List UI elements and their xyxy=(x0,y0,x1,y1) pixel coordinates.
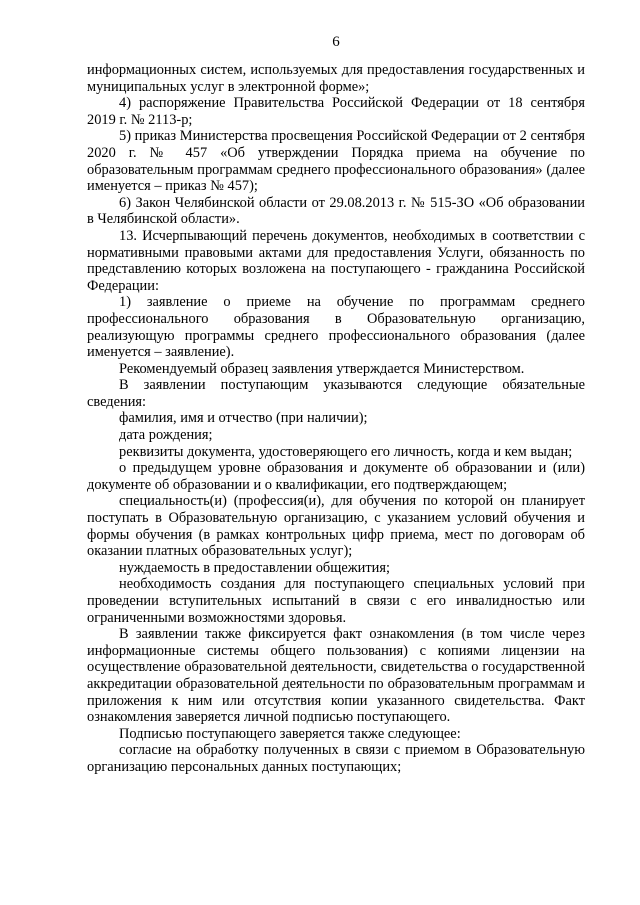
paragraph: нуждаемость в предоставлении общежития; xyxy=(119,559,390,576)
paragraph: Рекомендуемый образец заявления утверждается Министерством. xyxy=(119,360,525,377)
paragraph: 5) приказ Министерства просвещения Российской Федерации от 2 сентября 2020 г. № 457 «Об утверждении Порядка приема на обучение по образовательным программам среднего профессионального образования» (далее именуется – приказ № 457); xyxy=(87,128,585,195)
paragraph: 1) заявление о приеме на обучение по программам среднего профессионального образования в Образовательную организацию, реализующую программы среднего профессионального образования (далее именуется – заявление). xyxy=(87,294,585,361)
paragraph: специальность(и) (профессия(и), для обучения по которой он планирует поступать в Образовательную организацию, с указанием условий обучения и формы обучения (в рамках контрольных цифр приема, мест по договорам об оказании платных образовательных услуг); xyxy=(87,493,585,560)
paragraph: необходимость создания для поступающего специальных условий при проведении вступительных испытаний в связи с его инвалидностью или ограниченными возможностями здоровья. xyxy=(87,576,585,626)
page-number: 6 xyxy=(332,34,340,50)
paragraph: В заявлении также фиксируется факт ознакомления (в том числе через информационные системы общего пользования) с копиями лицензии на осуществление образовательной деятельности, свидетельства о государственной аккредитации образовательной деятельности по образовательным программам и приложения к ним или отсутствия копии указанного свидетельства. Факт ознакомления заверяется личной подписью поступающего. xyxy=(87,626,585,726)
document-body xyxy=(87,62,585,776)
paragraph: о предыдущем уровне образования и документе об образовании и (или) документе об образовании и о квалификации, его подтверждающем; xyxy=(87,460,585,493)
paragraph: 13. Исчерпывающий перечень документов, необходимых в соответствии с нормативными правовыми актами для предоставления Услуги, обязанность по представлению которых возложена на поступающего - гражданина Российской Федерации: xyxy=(87,227,585,294)
paragraph: В заявлении поступающим указываются следующие обязательные сведения: xyxy=(87,377,585,410)
paragraph: дата рождения; xyxy=(119,427,213,444)
paragraph: реквизиты документа, удостоверяющего его личность, когда и кем выдан; xyxy=(119,443,573,460)
paragraph: 4) распоряжение Правительства Российской Федерации от 18 сентября 2019 г. № 2113-р; xyxy=(87,95,585,128)
paragraph: фамилия, имя и отчество (при наличии); xyxy=(119,410,368,427)
paragraph: 6) Закон Челябинской области от 29.08.2013 г. № 515-ЗО «Об образовании в Челябинской области». xyxy=(87,194,585,228)
paragraph: Подписью поступающего заверяется также следующее: xyxy=(119,725,461,742)
paragraph: согласие на обработку полученных в связи с приемом в Образовательную организацию персональных данных поступающих; xyxy=(87,742,585,775)
paragraph: информационных систем, используемых для предоставления государственных и муниципальных услуг в электронной форме»; xyxy=(87,62,585,95)
